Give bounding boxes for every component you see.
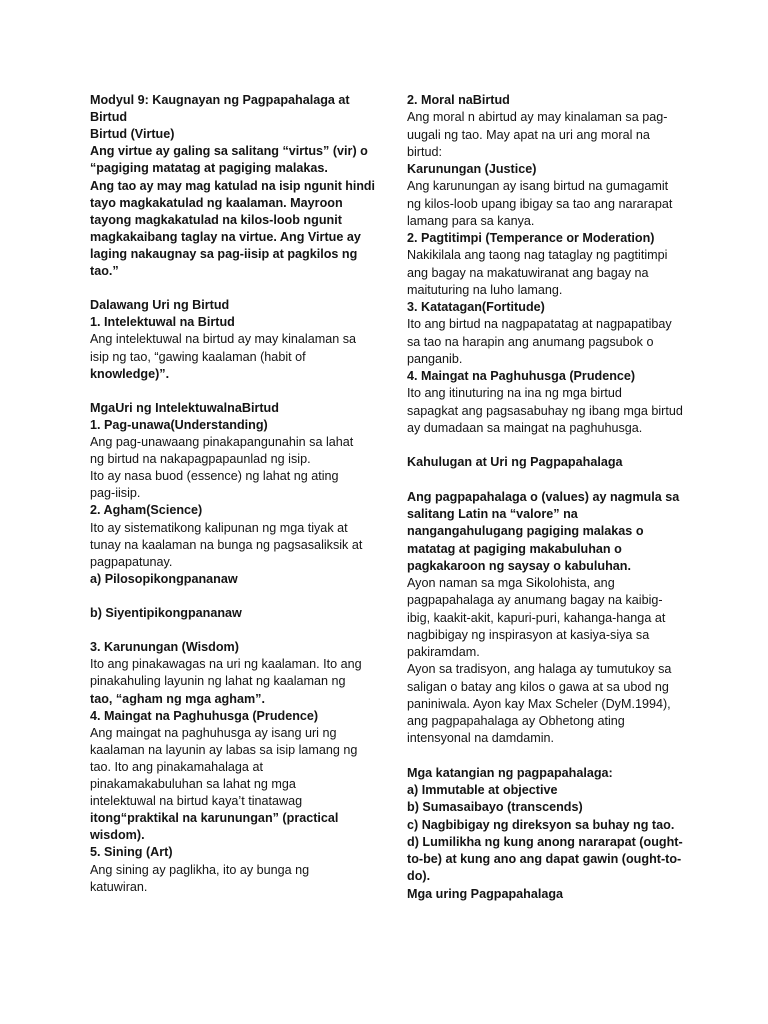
text-line: isip ng tao, “gawing kaalaman (habit of (90, 349, 306, 364)
text-line: sa tao na harapin ang anumang pagsubok o (407, 334, 654, 349)
text-line: tunay na kaalaman na bunga ng pagsasaliksik at (90, 537, 363, 552)
text-line: 2. Pagtitimpi (Temperance or Moderation) (407, 231, 655, 245)
text-line: Birtud (90, 110, 128, 125)
text-line: tao, “agham ng mga agham”. (90, 691, 265, 706)
text-line: Ang karunungan ay isang birtud na gumagamit (407, 179, 669, 194)
text-line: Nakikilala ang taong nag tataglay ng pagtitimpi (407, 248, 668, 263)
text-line: sapagkat ang pagsasabuhay ng ibang mga birtud (407, 403, 683, 418)
text-line: Ang virtue ay galing sa salitang “virtus” (vir) o (90, 144, 368, 159)
text-line: Ito ay sistematikong kalipunan ng mga tiyak at (90, 520, 348, 535)
text-line: Birtud (Virtue) (90, 127, 175, 142)
text-line: Mga katangian ng pagpapahalaga: (407, 765, 613, 780)
text-line: ang pagpapahalaga ay Obhetong ating (407, 714, 625, 728)
text-line: a) Immutable at objective (407, 783, 558, 797)
text-line: MgaUri ng IntelektuwalnaBirtud (90, 400, 279, 415)
text-line: intelektuwal na birtud kaya’t tinatawag (90, 794, 303, 809)
text-line: to-be) at kung ano ang dapat gawin (ought-to- (407, 852, 682, 866)
text-line: pagpapatunay. (90, 554, 173, 569)
text-line: intensyonal na damdamin. (407, 731, 555, 746)
text-line: Ayon sa tradisyon, ang halaga ay tumutukoy sa (407, 662, 672, 677)
text-line: Ito ang pinakawagas na uri ng kaalaman. Ito ang (90, 657, 362, 672)
text-line: panganib. (407, 351, 463, 366)
text-line: 4. Maingat na Paghuhusga (Prudence) (90, 708, 319, 723)
text-line: 5. Sining (Art) (90, 845, 173, 860)
text-line: pinakahuling layunin ng lahat ng kaalaman ng (90, 674, 346, 689)
text-line: 1. Pag-unawa(Understanding) (90, 417, 268, 432)
text-line: 2. Moral naBirtud (407, 93, 510, 107)
text-line: b) Sumasaibayo (transcends) (407, 800, 583, 815)
text-line: ng kilos-loob upang ibigay sa tao ang nararapat (407, 196, 673, 211)
text-line: ng birtud na nakapagpapaunlad ng isip. (90, 452, 311, 467)
text-line: Ang maingat na paghuhusga ay isang uri ng (90, 725, 337, 740)
text-line: d) Lumilikha ng kung anong nararapat (ought- (407, 834, 683, 849)
text-line: “pagiging matatag at pagiging malakas. (90, 161, 328, 176)
text-line: b) Siyentipikongpananaw (90, 606, 242, 620)
text-line: itong“praktikal na karunungan” (practical (90, 811, 339, 826)
text-line: pag-iisip. (90, 486, 141, 501)
text-line: Ang moral n abirtud ay may kinalaman sa pag- (407, 110, 668, 125)
text-line: 4. Maingat na Paghuhusga (Prudence) (407, 369, 636, 383)
text-line: tayo magkakatulad ng kaalaman. Mayroon (90, 195, 343, 210)
text-line: Ang intelektuwal na birtud ay may kinalaman sa (90, 332, 357, 347)
text-line: kaalaman na layunin ay labas sa isip lamang ng (90, 742, 358, 757)
text-line: Dalawang Uri ng Birtud (90, 298, 230, 313)
text-line: Mga uring Pagpapahalaga (407, 886, 564, 901)
text-line: ang bagay na makatuwiranat ang bagay na (407, 265, 649, 280)
text-line: 3. Katatagan(Fortitude) (407, 300, 545, 314)
text-line: nangangahulugang pagiging malakas o (407, 524, 644, 539)
text-line: katuwiran. (90, 879, 148, 894)
text-line: Ang pagpapahalaga o (values) ay nagmula sa (407, 489, 680, 504)
text-line: a) Pilosopikongpananaw (90, 571, 238, 586)
text-line: tayong magkakatulad na kilos-loob ngunit (90, 212, 342, 227)
text-line: lamang para sa kanya. (407, 213, 535, 228)
text-line: laging nakaugnay sa pag-iisip at pagkilos ng (90, 246, 358, 261)
text-line: pakiramdam. (407, 645, 480, 659)
text-line: pagpapahalaga ay anumang bagay na kaibig- (407, 593, 663, 608)
text-line: Ang tao ay may mag katulad na isip ngunit hindi (90, 178, 375, 193)
text-line: salitang Latin na “valore” na (407, 507, 578, 521)
text-line: 1. Intelektuwal na Birtud (90, 315, 235, 330)
text-line: Modyul 9: Kaugnayan ng Pagpapahalaga at (90, 93, 350, 107)
text-line: matatag at pagiging makabuluhan o (407, 541, 622, 556)
text-line: birtud: (407, 144, 443, 159)
text-line: Ayon naman sa mga Sikolohista, ang (407, 576, 615, 590)
text-line: Ito ang birtud na nagpapatatag at nagpapatibay (407, 317, 672, 332)
text-line: wisdom). (90, 828, 145, 843)
text-line: saligan o batay ang kilos o gawa at sa ubod ng (407, 679, 669, 694)
text-line: Karunungan (Justice) (407, 162, 537, 176)
text-line: do). (407, 869, 431, 884)
text-line: Kahulugan at Uri ng Pagpapahalaga (407, 455, 623, 470)
text-line: ibig, kaakit-akit, kapuri-puri, kahanga-hanga at (407, 610, 666, 625)
text-line: magkakaibang taglay na virtue. Ang Virtue ay (90, 229, 361, 244)
text-line: paniniwala. Ayon kay Max Scheler (DyM.1994), (407, 696, 671, 711)
text-line: ay dumadaan sa maingat na paghuhusga. (407, 420, 643, 435)
text-line: c) Nagbibigay ng direksyon sa buhay ng tao. (407, 817, 675, 832)
text-line: Ang pag-unawaang pinakapangunahin sa lahat (90, 435, 354, 449)
text-line: 2. Agham(Science) (90, 503, 203, 518)
text-line: tao. Ito ang pinakamahalaga at (90, 759, 263, 774)
text-line: nagbibigay ng inspirasyon at kasiya-siya sa (407, 627, 650, 642)
text-line: Ito ay nasa buod (essence) ng lahat ng ating (90, 469, 339, 484)
text-line: tao.” (90, 264, 119, 278)
text-line: maituturing na luho lamang. (407, 282, 563, 297)
text-line: knowledge)”. (90, 366, 170, 381)
text-line: 3. Karunungan (Wisdom) (90, 640, 239, 655)
text-line: Ito ang itinuturing na ina ng mga birtud (407, 386, 622, 401)
text-line: uugali ng tao. May apat na uri ang moral na (407, 127, 650, 142)
text-line: pinakamakabuluhan sa lahat ng mga (90, 777, 296, 791)
text-line: Ang sining ay paglikha, ito ay bunga ng (90, 862, 310, 877)
text-line: pagkakaroon ng saysay o kabuluhan. (407, 558, 631, 573)
